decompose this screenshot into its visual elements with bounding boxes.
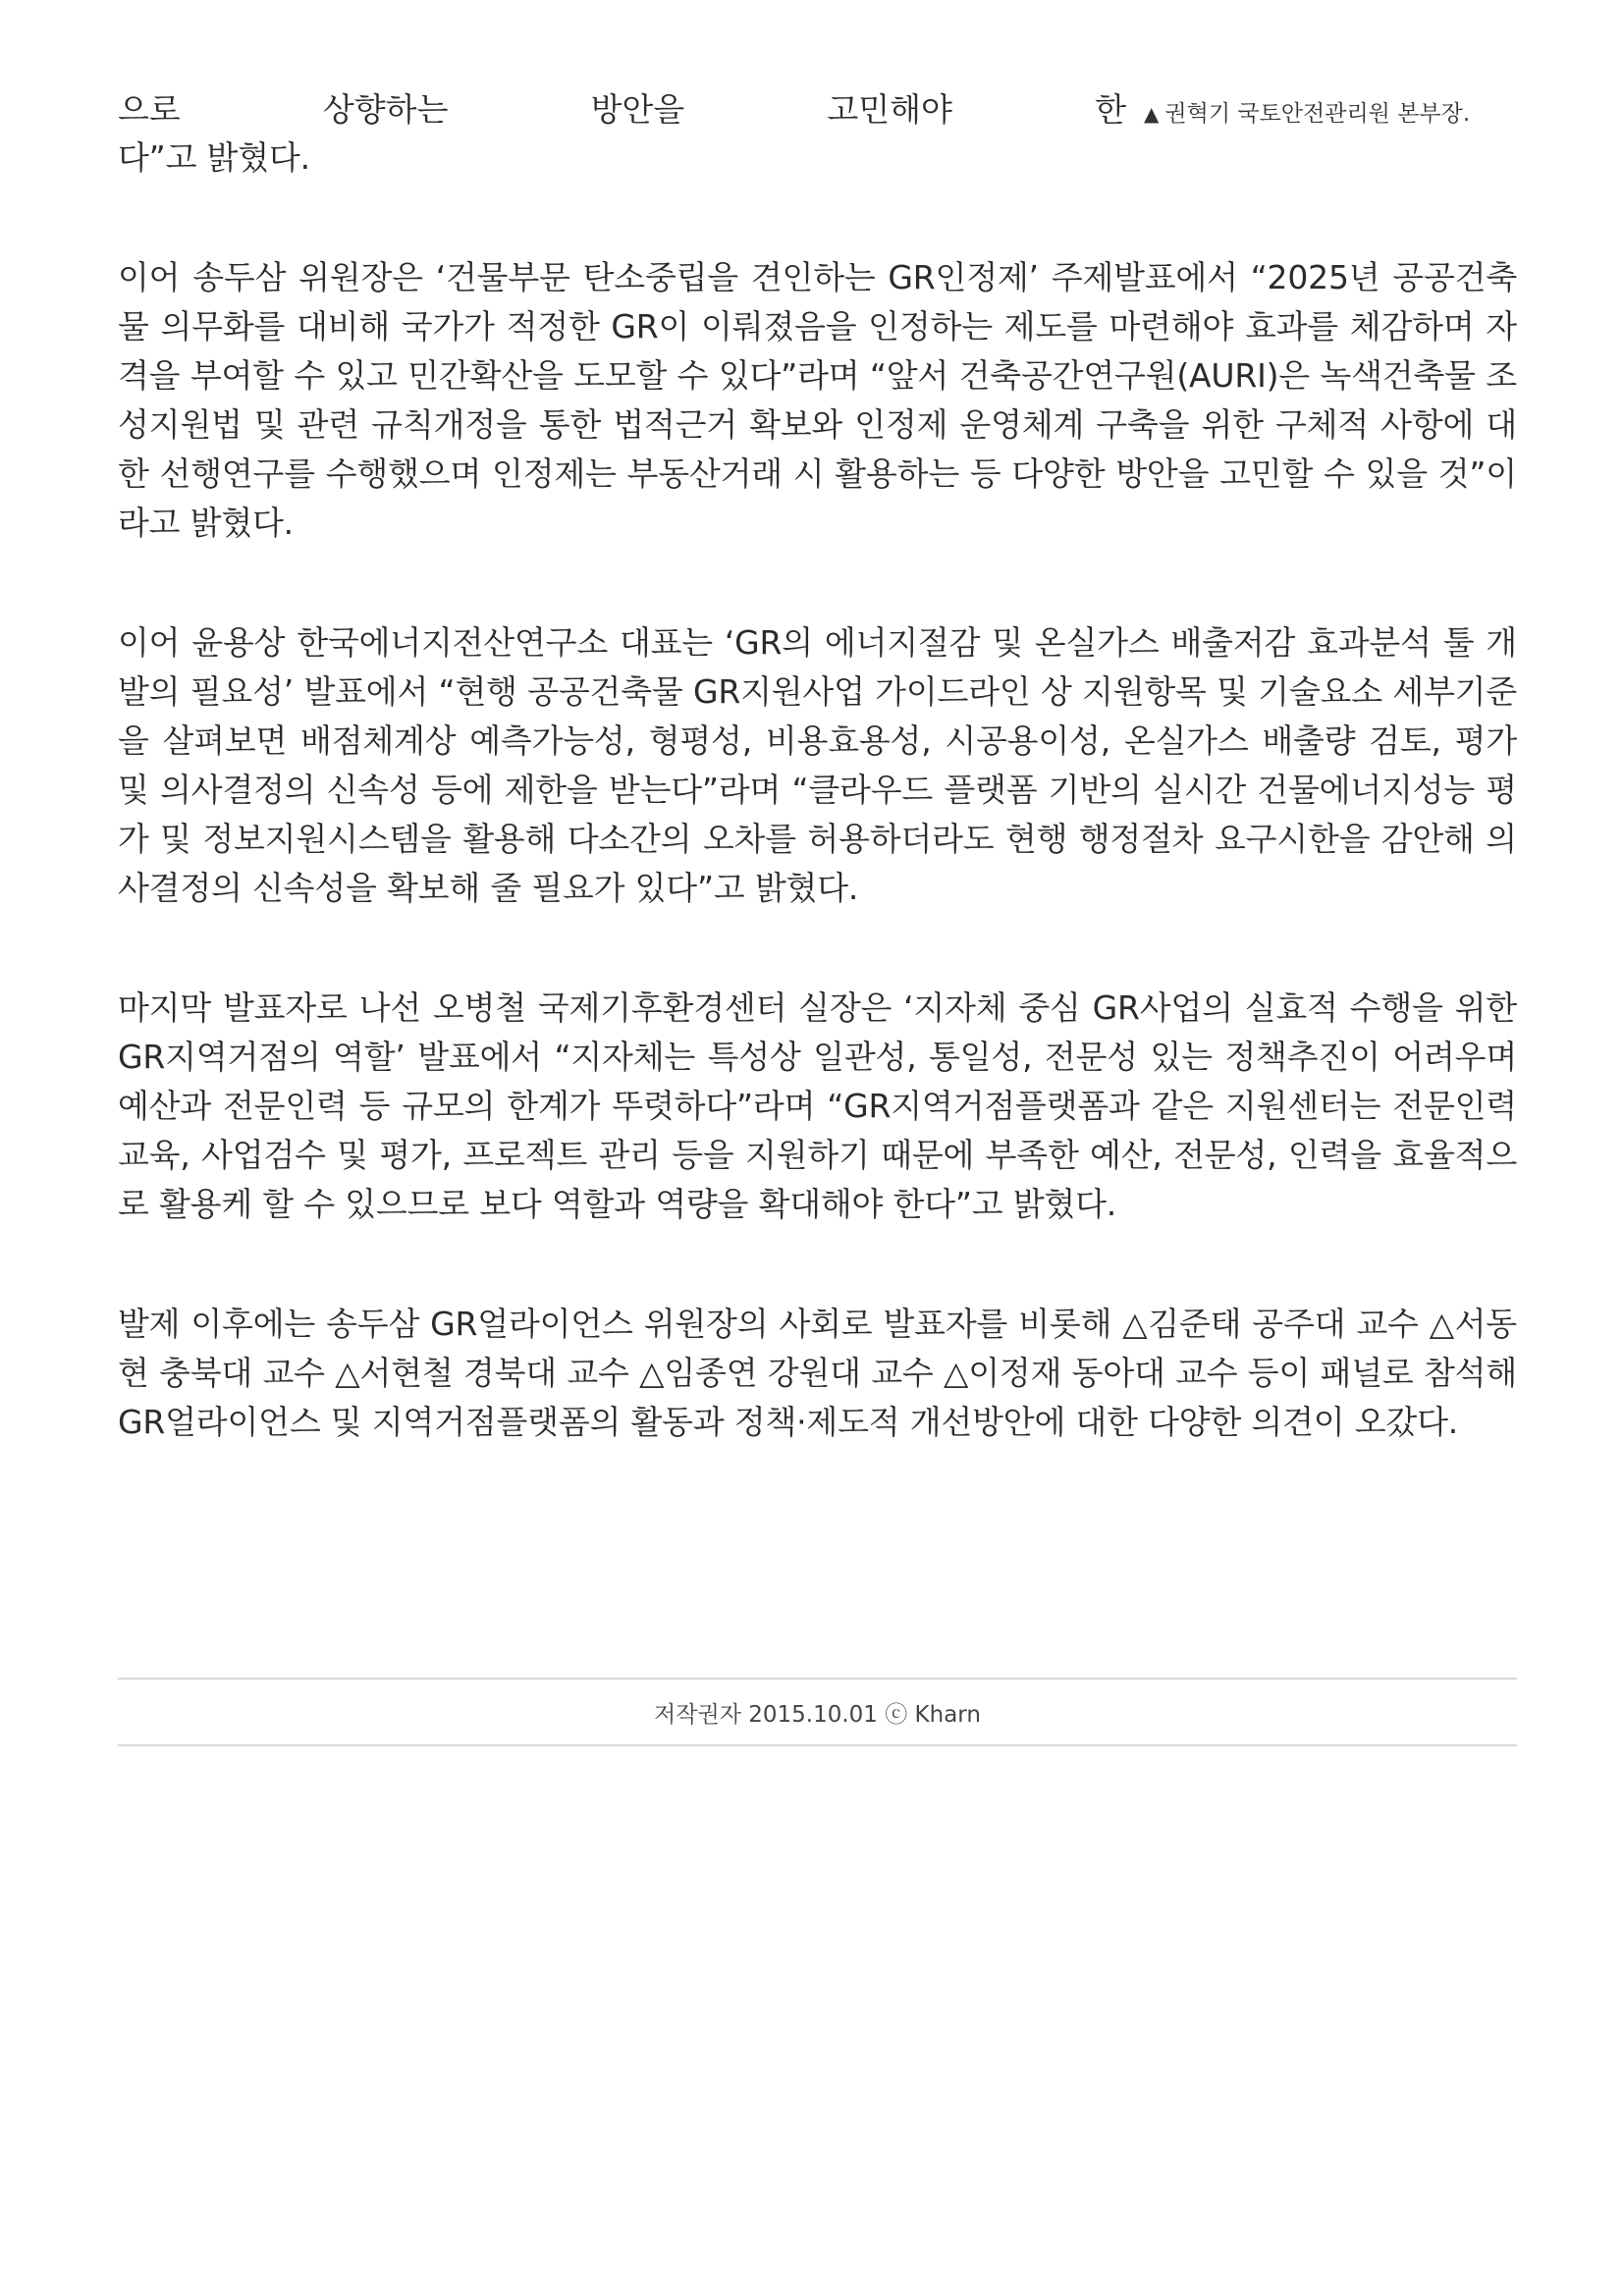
copyright-footer [118, 1678, 1517, 1746]
article-paragraph: 이어 윤용상 한국에너지전산연구소 대표는 ‘GR의 에너지절감 및 온실가스 배출저감 효과분석 툴 개발의 필요성’ 발표에서 “현행 공공건축물 GR지원사업 가이드라인 상 지원항목 및 기술요소 세부기준을 살펴보면 배점체계상 예측가능성, 형평성, 비용효용성, 시공용이성, 온실가스 배출량 검토, 평가 및 의사결정의 신속성 등에 제한을 받는다”라며 “클라우드 플랫폼 기반의 실시간 건물에너지성능 평가 및 정보지원시스템을 활용해 다소간의 오차를 허용하더라도 현행 행정절차 요구시한을 감안해 의사결정의 신속성을 확보해 줄 필요가 있다”고 밝혔다. [118, 623, 1517, 907]
article-paragraph: 이어 송두삼 위원장은 ‘건물부문 탄소중립을 견인하는 GR인정제’ 주제발표에서 “2025년 공공건축물 의무화를 대비해 국가가 적정한 GR이 이뤄졌음을 인정하는 제도를 마련해야 효과를 체감하며 자격을 부여할 수 있고 민간확산을 도모할 수 있다”라며 “앞서 건축공간연구원(AURI)은 녹색건축물 조성지원법 및 관련 규칙개정을 통한 법적근거 확보와 인정제 운영체계 구축을 위한 구체적 사항에 대한 선행연구를 수행했으며 인정제는 부동산거래 시 활용하는 등 다양한 방안을 고민할 수 있을 것”이라고 밝혔다. [118, 258, 1517, 542]
paragraph-gap [118, 548, 1517, 618]
triangle-icon: ▲ [1144, 102, 1160, 126]
photo-caption-text: 권혁기 국토안전관리원 본부장. [1164, 101, 1471, 127]
article-text-fragment: 으로 상향하는 방안을 고민해야 한 [118, 90, 1126, 129]
article-body [118, 84, 1517, 1447]
article-text-continuation: 다”고 밝혔다. [118, 138, 310, 177]
article-paragraph: 발제 이후에는 송두삼 GR얼라이언스 위원장의 사회로 발표자를 비롯해 △김준태 공주대 교수 △서동현 충북대 교수 △서현철 경북대 교수 △임종연 강원대 교수 △이정재 동아대 교수 등이 패널로 참석해 GR얼라이언스 및 지역거점플랫폼의 활동과 정책·제도적 개선방안에 대한 다양한 의견이 오갔다. [118, 1305, 1517, 1441]
article-top-line [118, 84, 1517, 133]
paragraph-gap [118, 913, 1517, 984]
photo-caption [1144, 95, 1517, 128]
article-paragraph: 마지막 발표자로 나선 오병철 국제기후환경센터 실장은 ‘지자체 중심 GR사업의 실효적 수행을 위한 GR지역거점의 역할’ 발표에서 “지자체는 특성상 일관성, 통일성, 전문성 있는 정책추진이 어려우며 예산과 전문인력 등 규모의 한계가 뚜렷하다”라며 “GR지역거점플랫폼과 같은 지원센터는 전문인력 교육, 사업검수 및 평가, 프로젝트 관리 등을 지원하기 때문에 부족한 예산, 전문성, 인력을 효율적으로 활용케 할 수 있으므로 보다 역할과 역량을 확대해야 한다”고 밝혔다. [118, 988, 1517, 1223]
copyright-text: 저작권자 2015.10.01 ⓒ Kharn [654, 1701, 981, 1728]
paragraph-gap [118, 1229, 1517, 1300]
paragraph-gap [118, 183, 1517, 253]
